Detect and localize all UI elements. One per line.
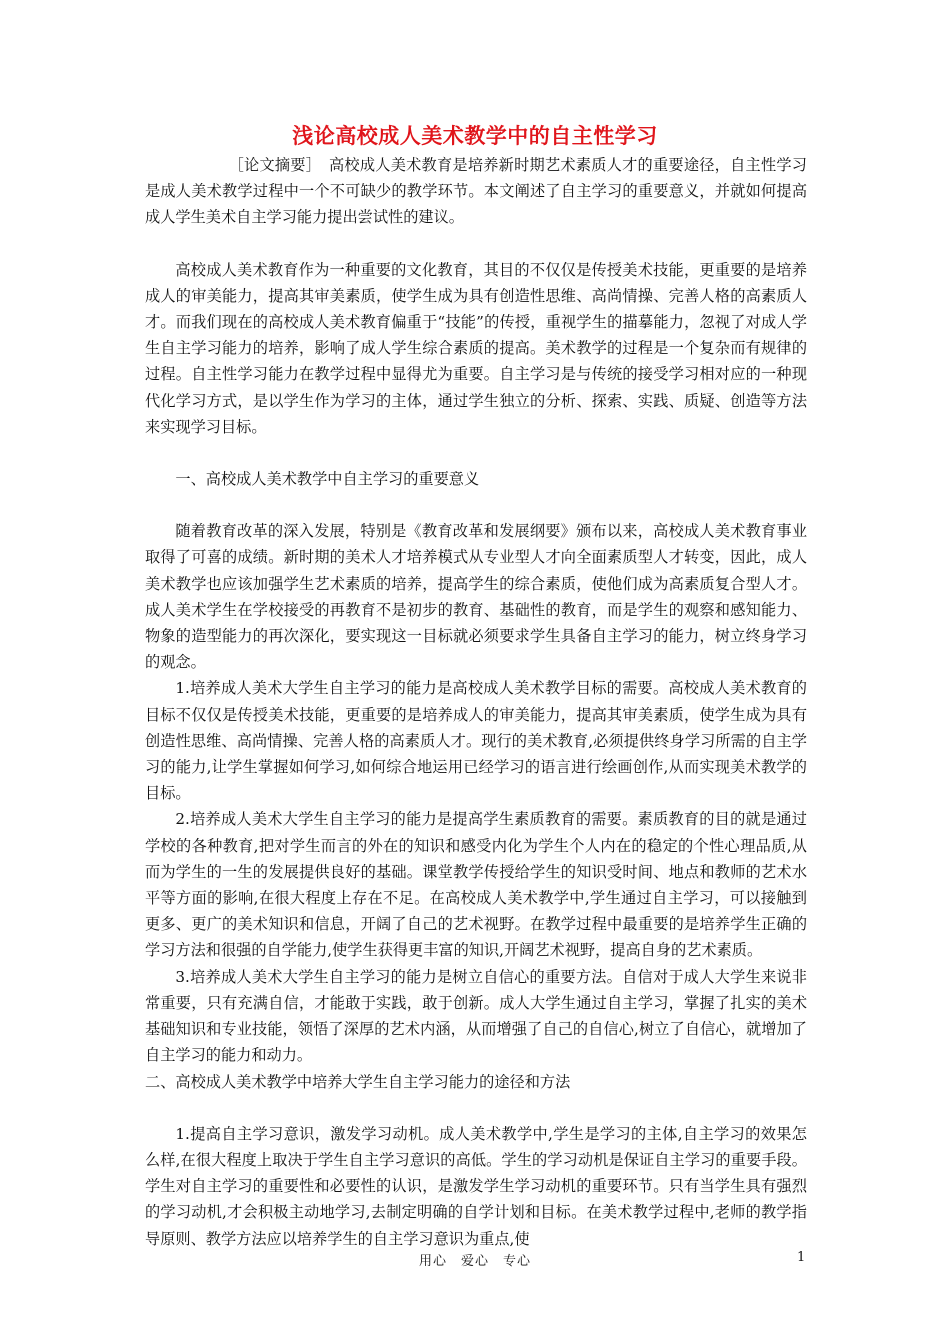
paragraph-gap — [145, 1095, 807, 1121]
paragraph-gap — [145, 231, 807, 257]
abstract-paragraph: ［论文摘要］ 高校成人美术教育是培养新时期艺术素质人才的重要途径，自主性学习是成人美术教学过程中一个不可缺少的教学环节。本文阐述了自主学习的重要意义，并就如何提高成人学生美术自主学习能力提出尝试性的建议。 — [145, 156, 807, 227]
section1-point3-paragraph: 3.培养成人美术大学生自主学习的能力是树立自信心的重要方法。自信对于成人大学生来说非常重要，只有充满自信，才能敢于实践，敢于创新。成人大学生通过自主学习，掌握了扎实的美术基础知识和专业技能，领悟了深厚的艺术内涵，从而增强了自己的自信心,树立了自信心，就增加了自主学习的能力和动力。 — [145, 967, 807, 1065]
paragraph-gap — [145, 440, 807, 466]
section1-intro-paragraph: 随着教育改革的深入发展，特别是《教育改革和发展纲要》颁布以来，高校成人美术教育事业取得了可喜的成绩。新时期的美术人才培养模式从专业型人才向全面素质型人才转变，因此，成人美术教学也应该加强学生艺术素质的培养，提高学生的综合素质，使他们成为高素质复合型人才。成人美术学生在学校接受的再教育不是初步的教育、基础性的教育，而是学生的观察和感知能力、物象的造型能力的再次深化，要实现这一目标就必须要求学生具备自主学习的能力，树立终身学习的观念。 — [145, 522, 807, 672]
section2-point1-paragraph: 1.提高自主学习意识，激发学习动机。成人美术教学中,学生是学习的主体,自主学习的效果怎么样,在很大程度上取决于学生自主学习意识的高低。学生的学习动机是保证自主学习的重要手段。学生对自主学习的重要性和必要性的认识，是激发学生学习动机的重要环节。只有当学生具有强烈的学习动机,才会积极主动地学习,去制定明确的自学计划和目标。在美术教学过程中,老师的教学指导原则、教学方法应以培养学生的自主学习意识为重点,使 — [145, 1124, 807, 1248]
section2-heading: 二、高校成人美术教学中培养大学生自主学习能力的途径和方法 — [145, 1072, 571, 1091]
paragraph-gap — [145, 492, 807, 518]
paper-body — [145, 152, 807, 1252]
paper-title: 浅论高校成人美术教学中的自主性学习 — [292, 123, 658, 148]
page-number: 1 — [797, 1250, 806, 1265]
footer-motto: 用心 爱心 专心 — [418, 1254, 531, 1269]
intro-paragraph: 高校成人美术教育作为一种重要的文化教育，其目的不仅仅是传授美术技能，更重要的是培养成人的审美能力，提高其审美素质，使学生成为具有创造性思维、高尚情操、完善人格的高素质人才。而我们现在的高校成人美术教育偏重于“技能”的传授，重视学生的描摹能力，忽视了对成人学生自主学习能力的培养，影响了成人学生综合素质的提高。美术教学的过程是一个复杂而有规律的过程。自主性学习能力在教学过程中显得尤为重要。自主学习是与传统的接受学习相对应的一种现代化学习方式，是以学生作为学习的主体，通过学生独立的分析、探索、实践、质疑、创造等方法来实现学习目标。 — [145, 260, 807, 436]
section1-point2-paragraph: 2.培养成人美术大学生自主学习的能力是提高学生素质教育的需要。素质教育的目的就是通过学校的各种教育,把对学生而言的外在的知识和感受内化为学生个人内在的稳定的个性心理品质,从而为学生的一生的发展提供良好的基础。课堂教学传授给学生的知识受时间、地点和教师的艺术水平等方面的影响,在很大程度上存在不足。在高校成人美术教学中,学生通过自主学习，可以接触到更多、更广的美术知识和信息，开阔了自己的艺术视野。在教学过程中最重要的是培养学生正确的学习方法和很强的自学能力,使学生获得更丰富的知识,开阔艺术视野，提高自身的艺术素质。 — [145, 810, 807, 960]
section1-point1-paragraph: 1.培养成人美术大学生自主学习的能力是高校成人美术教学目标的需要。高校成人美术教育的目标不仅仅是传授美术技能，更重要的是培养成人的审美能力，提高其审美素质，使学生成为具有创造性思维、高尚情操、完善人格的高素质人才。现行的美术教育,必须提供终身学习所需的自主学习的能力,让学生掌握如何学习,如何综合地运用已经学习的语言进行绘画创作,从而实现美术教学的目标。 — [145, 679, 807, 803]
section1-heading: 一、高校成人美术教学中自主学习的重要意义 — [175, 470, 480, 489]
